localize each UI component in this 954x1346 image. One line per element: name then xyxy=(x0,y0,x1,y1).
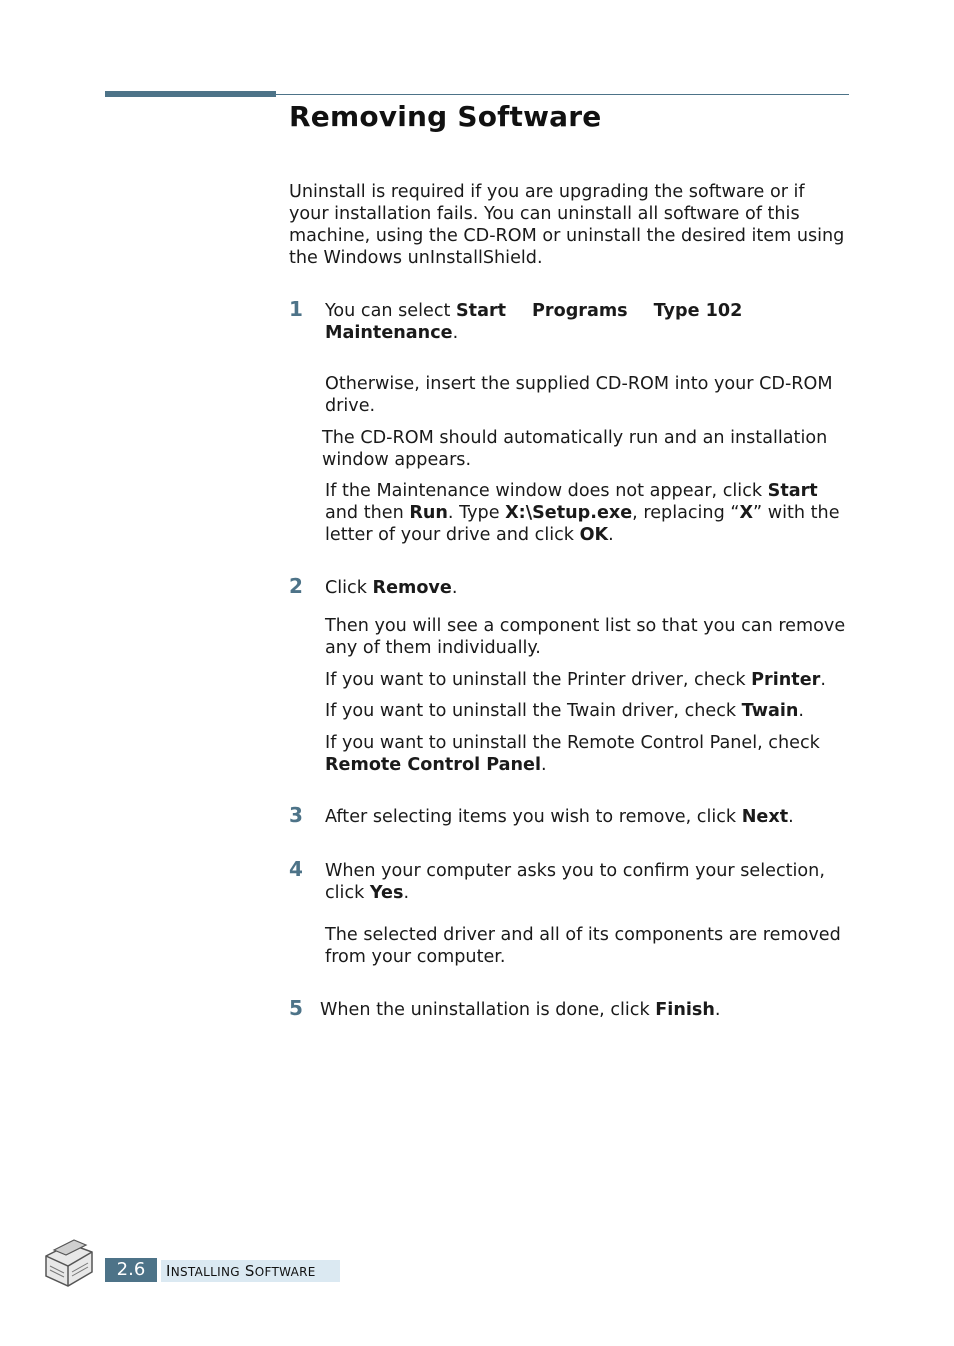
maintenance-label: Maintenance xyxy=(325,323,453,343)
step-4-after: The selected driver and all of its components are removed from your computer. xyxy=(325,925,841,967)
step-2-then: Then you will see a component list so that you can remove any of them individually. xyxy=(325,616,846,658)
step-4-text: When your computer asks you to confirm your selection, click Yes. xyxy=(325,861,825,903)
step-1-number: 1 xyxy=(289,297,303,321)
step-2-text: Click Remove. xyxy=(325,578,458,598)
step-5-number: 5 xyxy=(289,996,303,1020)
step-4-number: 4 xyxy=(289,857,303,881)
footer-page-number: 2.6 xyxy=(105,1258,157,1282)
step-1-otherwise: Otherwise, insert the supplied CD-ROM into your CD-ROM drive. xyxy=(325,374,833,416)
programs-label: Programs xyxy=(532,301,628,321)
header-rule-thin xyxy=(276,94,849,95)
step-1-text: You can select Start Programs Type 102 Maintenance. xyxy=(325,301,743,343)
step-5-text: When the uninstallation is done, click Finish. xyxy=(320,1000,721,1020)
step-3-number: 3 xyxy=(289,803,303,827)
type102-label: Type 102 xyxy=(653,301,743,321)
intro-paragraph: Uninstall is required if you are upgrading the software or if your installation fails. You can uninstall all software of this machine, using the CD-ROM or uninstall the desired item using the Windows unInstallShield. xyxy=(289,182,845,268)
start-label: Start xyxy=(455,301,507,321)
step-2-remote: If you want to uninstall the Remote Control Panel, check Remote Control Panel. xyxy=(325,733,820,775)
printer-icon xyxy=(40,1236,96,1290)
step-2-printer: If you want to uninstall the Printer driver, check Printer. xyxy=(325,670,826,690)
page-title: Removing Software xyxy=(289,100,602,133)
footer-section-title: INSTALLING SOFTWARE xyxy=(161,1260,340,1282)
step-1-if-not: If the Maintenance window does not appear, click Start and then Run. Type X:\Setup.exe, replacing “X” with the letter of your drive and click OK. xyxy=(325,481,840,545)
header-rule-thick xyxy=(105,91,276,97)
step-2-twain: If you want to uninstall the Twain driver, check Twain. xyxy=(325,701,805,721)
step-2-number: 2 xyxy=(289,574,303,598)
step-1-auto-run: The CD-ROM should automatically run and an installation window appears. xyxy=(322,428,828,470)
step-3-text: After selecting items you wish to remove, click Next. xyxy=(325,807,794,827)
